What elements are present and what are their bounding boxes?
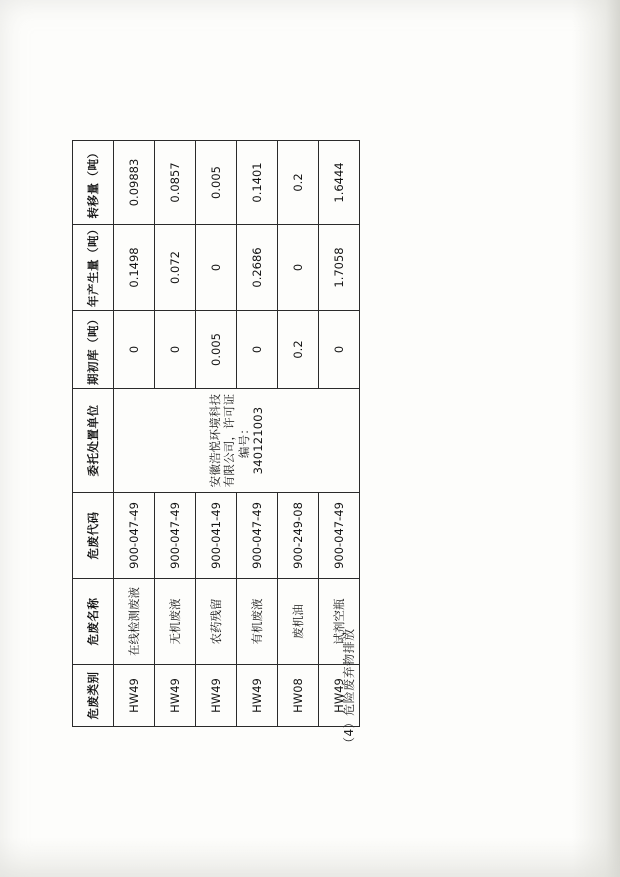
cell-initial-stock: 0: [114, 311, 155, 389]
column-header-name: 危废名称: [73, 579, 114, 665]
cell-transfer: 0.1401: [237, 141, 278, 225]
cell-category: HW49: [155, 665, 196, 727]
cell-name: 废机油: [278, 579, 319, 665]
column-header-transfer: 转移量（吨）: [73, 141, 114, 225]
cell-transfer: 1.6444: [319, 141, 360, 225]
cell-name: 有机废液: [237, 579, 278, 665]
cell-name: 试剂空瓶: [319, 579, 360, 665]
table-row: [114, 141, 155, 727]
cell-transfer: 0.09883: [114, 141, 155, 225]
column-header-code: 危废代码: [73, 493, 114, 579]
section-heading: （4）危险废弃物排放: [342, 628, 356, 749]
cell-code: 900-047-49: [155, 493, 196, 579]
cell-code: 900-047-49: [114, 493, 155, 579]
cell-transfer: 0.0857: [155, 141, 196, 225]
table-body: [114, 141, 360, 727]
table-header-row: [73, 141, 114, 727]
cell-initial-stock: 0.2: [278, 311, 319, 389]
cell-initial-stock: 0: [237, 311, 278, 389]
column-header-vendor: 委托处置单位: [73, 389, 114, 493]
cell-category: HW49: [196, 665, 237, 727]
cell-name: 农药残留: [196, 579, 237, 665]
cell-initial-stock: 0.005: [196, 311, 237, 389]
hazardous-waste-table: [72, 140, 360, 727]
cell-code: 900-047-49: [237, 493, 278, 579]
column-header-annual-output: 年产生量（吨）: [73, 225, 114, 311]
column-header-initial-stock: 期初库（吨）: [73, 311, 114, 389]
cell-category: HW08: [278, 665, 319, 727]
cell-category: HW49: [237, 665, 278, 727]
cell-initial-stock: 0: [319, 311, 360, 389]
cell-transfer: 0.005: [196, 141, 237, 225]
cell-initial-stock: 0: [155, 311, 196, 389]
cell-code: 900-041-49: [196, 493, 237, 579]
cell-vendor: 安徽浩悦环境科技有限公司，许可证编号：340121003: [114, 389, 360, 493]
cell-code: 900-047-49: [319, 493, 360, 579]
cell-name: 无机废液: [155, 579, 196, 665]
cell-annual-output: 0.1498: [114, 225, 155, 311]
cell-category: HW49: [114, 665, 155, 727]
cell-code: 900-249-08: [278, 493, 319, 579]
table-header: [73, 141, 114, 727]
cell-category: HW49: [319, 665, 360, 727]
cell-annual-output: 0: [278, 225, 319, 311]
column-header-category: 危废类别: [73, 665, 114, 727]
cell-transfer: 0.2: [278, 141, 319, 225]
cell-annual-output: 1.7058: [319, 225, 360, 311]
cell-name: 在线检测废液: [114, 579, 155, 665]
cell-annual-output: 0.072: [155, 225, 196, 311]
cell-annual-output: 0.2686: [237, 225, 278, 311]
cell-annual-output: 0: [196, 225, 237, 311]
